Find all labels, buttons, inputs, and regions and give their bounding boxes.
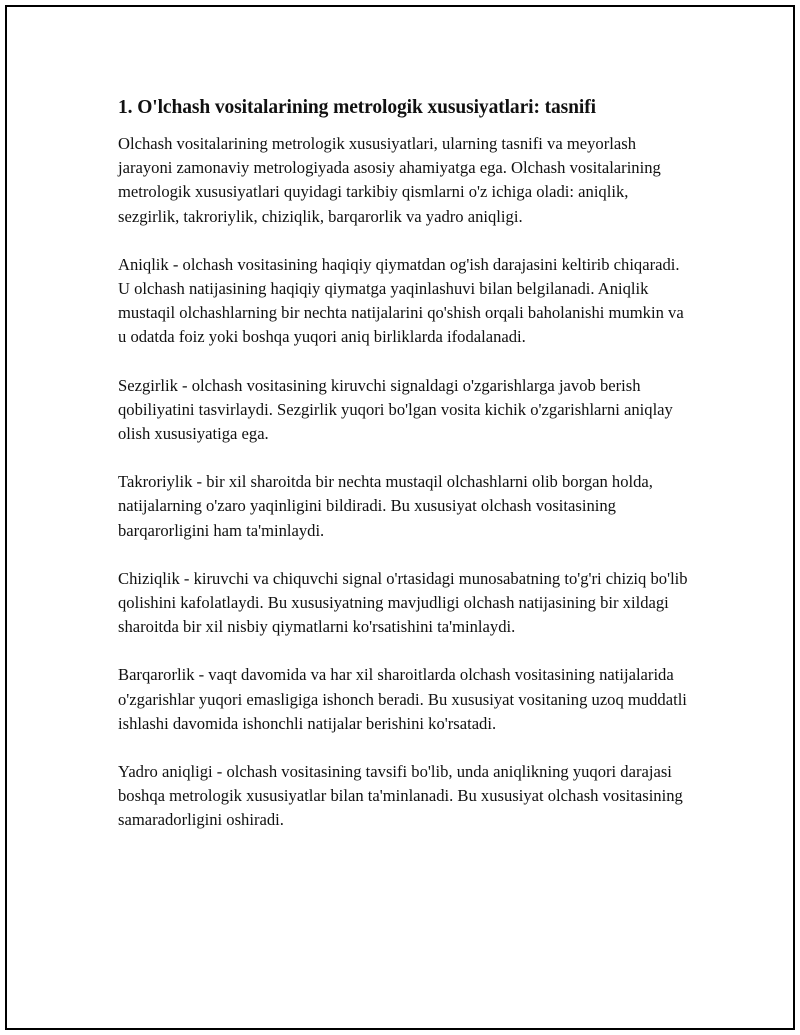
paragraph-yadro-aniqligi: Yadro aniqligi - olchash vositasining tavsifi bo'lib, unda aniqlikning yuqori darajasi boshqa metrologik xususiyatlar bilan ta'minlanadi. Bu xususiyat olchash vositasining samaradorligini oshiradi. — [118, 762, 683, 830]
paragraph-takroriylik: Takroriylik - bir xil sharoitda bir nechta mustaqil olchashlarni olib borgan holda, natijalarning o'zaro yaqinligini bildiradi. Bu xususiyat olchash vositasining barqarorligini ham ta'minlaydi. — [118, 472, 653, 540]
document-body — [118, 95, 688, 857]
paragraph-aniqlik: Aniqlik - olchash vositasining haqiqiy qiymatdan og'ish darajasini keltirib chiqaradi. U olchash natijasining haqiqiy qiymatga yaqinlashuvi bilan belgilanadi. Aniqlik mustaqil olchashlarning bir nechta natijalarini qo'shish orqali baholanishi mumkin va u odatda foiz yoki boshqa yuqori aniq birliklarda ifodalanadi. — [118, 254, 684, 347]
document-page — [5, 5, 795, 1030]
paragraph-sezgirlik: Sezgirlik - olchash vositasining kiruvchi signaldagi o'zgarishlarga javob berish qobiliyatini tasvirlaydi. Sezgirlik yuqori bo'lgan vosita kichik o'zgarishlarni aniqlay olish xususiyatiga ega. — [118, 375, 673, 444]
paragraph-intro: Olchash vositalarining metrologik xususiyatlari, ularning tasnifi va meyorlash jarayoni zamonaviy metrologiyada asosiy ahamiyatga ega. Olchash vositalarining metrologik xususiyatlari quyidagi tarkibiy qismlarni o'z ichiga oladi: aniqlik, sezgirlik, takroriylik, chiziqlik, barqarorlik va yadro aniqligi. — [118, 134, 661, 226]
document-title: 1. O'lchash vositalarining metrologik xususiyatlari: tasnifi — [118, 97, 596, 118]
paragraph-barqarorlik: Barqarorlik - vaqt davomida va har xil sharoitlarda olchash vositasining natijalarida o'zgarishlar yuqori emasligiga ishonch beradi. Bu xususiyat vositaning uzoq muddatli ishlashi davomida ishonchli natijalar berishini ko'rsatadi. — [118, 665, 687, 733]
paragraph-chiziqlik: Chiziqlik - kiruvchi va chiquvchi signal o'rtasidagi munosabatning to'g'ri chiziq bo'lib qolishini kafolatlaydi. Bu xususiyatning mavjudligi olchash natijasining bir xildagi sharoitda bir xil nisbiy qiymatlarni ko'rsatishini ta'minlaydi. — [118, 568, 688, 637]
